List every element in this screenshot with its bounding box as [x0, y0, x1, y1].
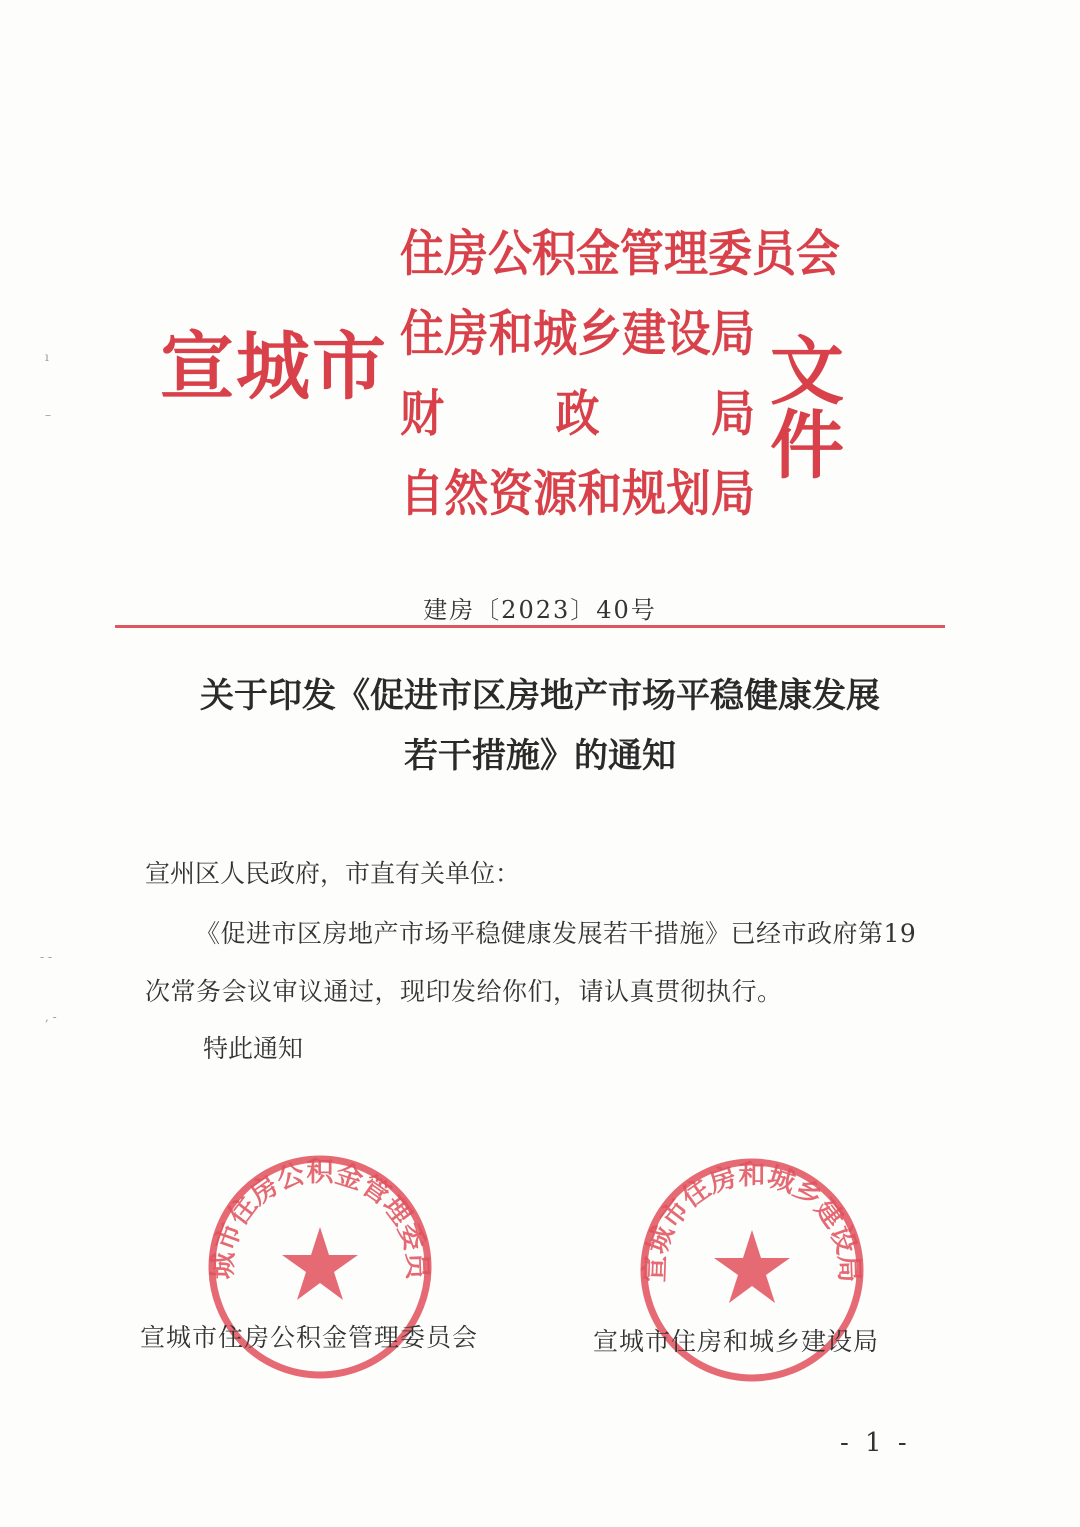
masthead-org-char: 局 — [711, 385, 755, 443]
svg-text:宣城市住房和城乡建设局: 宣城市住房和城乡建设局 — [639, 1160, 865, 1283]
masthead-org-char: 自 — [400, 465, 444, 523]
masthead-org-char: 员 — [752, 225, 796, 283]
page-number: - 1 - — [840, 1428, 911, 1458]
masthead-org-char: 资 — [488, 465, 533, 523]
masthead-org-char: 然 — [444, 465, 489, 523]
masthead-org-char: 局 — [710, 305, 755, 363]
scan-mark: , - — [45, 1010, 57, 1024]
scan-mark: – — [45, 408, 51, 422]
masthead-org-char: 会 — [796, 225, 840, 283]
body-paragraph: 《促进市区房地产市场平稳健康发展若干措施》已经市政府第19次常务会议审议通过，现印发给你们，请认真贯彻执行。 — [145, 919, 917, 1006]
masthead-org-line — [400, 210, 840, 300]
masthead-org-line — [400, 370, 755, 460]
closing-line: 特此通知 — [203, 1034, 304, 1063]
signer-name: 宣城市住房和城乡建设局 — [593, 1327, 880, 1356]
masthead-org-char: 划 — [666, 465, 711, 523]
masthead-org-char: 和 — [488, 305, 533, 363]
masthead-org-line — [400, 450, 755, 540]
masthead-city: 宣城市 — [160, 324, 388, 410]
masthead-org-char: 局 — [710, 465, 755, 523]
masthead-org-char: 规 — [622, 465, 667, 523]
masthead-org-char: 理 — [664, 225, 708, 283]
masthead-org-char: 房 — [444, 225, 488, 283]
document-number: 建房〔2023〕40号 — [423, 596, 657, 624]
scan-mark: ı — [45, 350, 49, 364]
masthead-org-char: 委 — [708, 225, 752, 283]
masthead-org-char: 金 — [576, 225, 620, 283]
salutation: 宣州区人民政府，市直有关单位： — [145, 859, 521, 888]
masthead-org-char: 公 — [488, 225, 532, 283]
masthead-org-char: 管 — [620, 225, 664, 283]
masthead-org-char: 源 — [533, 465, 578, 523]
masthead-suffix: 文件 — [770, 329, 846, 489]
svg-text:宣城市住房公积金管理委员会: 宣城市住房公积金管理委员会 — [191, 1128, 433, 1280]
masthead-org-line — [400, 290, 755, 380]
scan-mark: - - — [40, 950, 52, 964]
masthead-org-char: 积 — [532, 225, 576, 283]
red-masthead — [160, 205, 920, 535]
masthead-org-char: 城 — [533, 305, 578, 363]
masthead-org-char: 房 — [444, 305, 489, 363]
red-divider — [115, 625, 945, 628]
star-icon — [282, 1227, 358, 1300]
title-line-1: 关于印发《促进市区房地产市场平稳健康发展 — [200, 676, 880, 716]
masthead-org-char: 政 — [555, 385, 600, 443]
document-title — [120, 666, 960, 786]
signer-name: 宣城市住房公积金管理委员会 — [140, 1323, 479, 1352]
star-icon — [714, 1230, 790, 1303]
masthead-org-char: 财 — [400, 385, 444, 443]
masthead-org-char: 设 — [666, 305, 711, 363]
masthead-org-char: 乡 — [577, 305, 622, 363]
masthead-org-char: 和 — [577, 465, 622, 523]
masthead-org-char: 住 — [400, 305, 444, 363]
masthead-org-char: 建 — [622, 305, 667, 363]
masthead-org-char: 住 — [400, 225, 444, 283]
title-line-2: 若干措施》的通知 — [404, 736, 676, 776]
